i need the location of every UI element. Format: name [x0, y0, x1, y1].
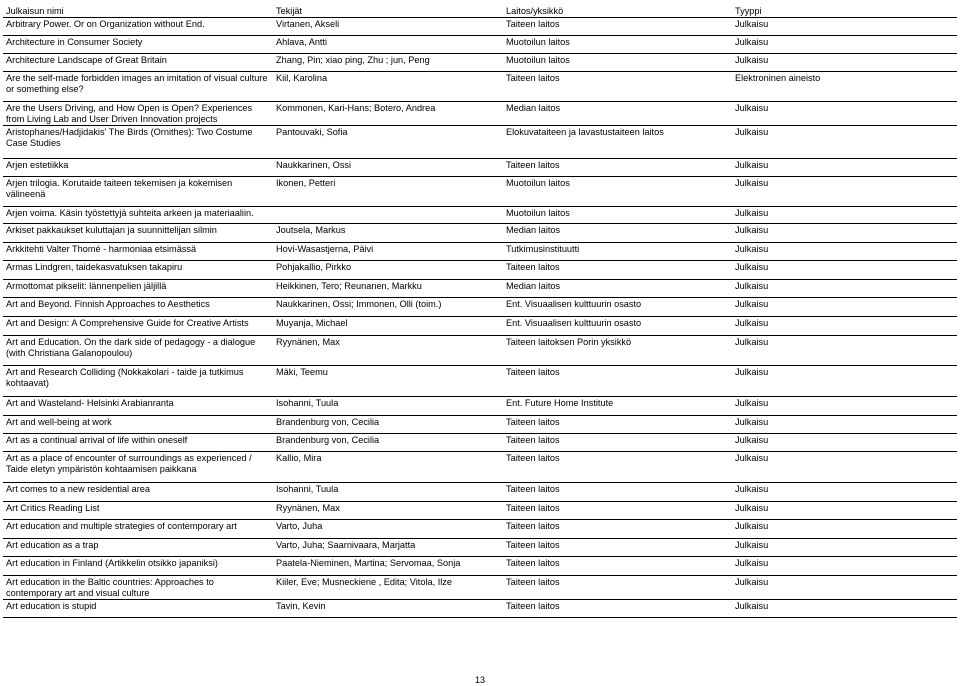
cell-title: Arkkitehti Valter Thomé - harmoniaa etsimässä: [3, 243, 273, 261]
cell-department: Taiteen laitos: [503, 261, 732, 280]
cell-department: Taiteen laitos: [503, 539, 732, 557]
cell-authors: Varto, Juha; Saarnivaara, Marjatta: [273, 539, 503, 557]
cell-department: Taiteen laitos: [503, 502, 732, 520]
cell-type: Julkaisu: [732, 177, 957, 207]
cell-title: Art comes to a new residential area: [3, 483, 273, 502]
cell-type: Julkaisu: [732, 520, 957, 539]
cell-type: Julkaisu: [732, 126, 957, 159]
table-row: [3, 483, 957, 502]
cell-title: Armas Lindgren, taidekasvatuksen takapiru: [3, 261, 273, 280]
cell-type: Julkaisu: [732, 317, 957, 336]
table-row: [3, 397, 957, 416]
cell-type: Julkaisu: [732, 54, 957, 72]
table-row: [3, 557, 957, 576]
header-type: Tyyppi: [732, 5, 957, 18]
table-row: [3, 54, 957, 72]
cell-department: Tutkimusinstituutti: [503, 243, 732, 261]
cell-authors: Paatela-Nieminen, Martina; Servomaa, Sonja: [273, 557, 503, 576]
cell-department: Taiteen laitos: [503, 520, 732, 539]
table-row: [3, 336, 957, 366]
cell-title: Aristophanes/Hadjidakis' The Birds (Ornithes): Two Costume Case Studies: [3, 126, 273, 159]
cell-title: Art and Design: A Comprehensive Guide for Creative Artists: [3, 317, 273, 336]
cell-department: Median laitos: [503, 280, 732, 298]
table-row: [3, 600, 957, 618]
table-row: [3, 102, 957, 126]
table-row: [3, 159, 957, 177]
table-row: [3, 243, 957, 261]
cell-department: Ent. Visuaalisen kulttuurin osasto: [503, 298, 732, 317]
cell-authors: Tavin, Kevin: [273, 600, 503, 618]
cell-type: Julkaisu: [732, 298, 957, 317]
cell-authors: Virtanen, Akseli: [273, 18, 503, 36]
cell-title: Art education and multiple strategies of contemporary art: [3, 520, 273, 539]
cell-type: Julkaisu: [732, 600, 957, 618]
cell-department: Taiteen laitos: [503, 557, 732, 576]
table-row: [3, 298, 957, 317]
cell-title: Art education as a trap: [3, 539, 273, 557]
cell-title: Armottomat pikselit: lännenpelien jäljillä: [3, 280, 273, 298]
cell-title: Architecture Landscape of Great Britain: [3, 54, 273, 72]
cell-title: Are the Users Driving, and How Open is Open? Experiences from Living Lab and User Driven Innovation projects: [3, 102, 273, 126]
table-row: [3, 576, 957, 600]
table-row: [3, 416, 957, 434]
header-authors: Tekijät: [273, 5, 503, 18]
cell-title: Architecture in Consumer Society: [3, 36, 273, 54]
header-department: Laitos/yksikkö: [503, 5, 732, 18]
cell-department: Elokuvataiteen ja lavastustaiteen laitos: [503, 126, 732, 159]
cell-title: Art education in Finland (Artikkelin otsikko japaniksi): [3, 557, 273, 576]
cell-department: Ent. Future Home Institute: [503, 397, 732, 416]
cell-type: Julkaisu: [732, 397, 957, 416]
cell-title: Art and Education. On the dark side of pedagogy - a dialogue (with Christiana Galanopoulou): [3, 336, 273, 366]
cell-department: Taiteen laitos: [503, 576, 732, 600]
table-row: [3, 126, 957, 159]
cell-title: Art as a continual arrival of life within oneself: [3, 434, 273, 452]
cell-authors: Kiiler, Eve; Musneckiene , Edita; Vitola, Ilze: [273, 576, 503, 600]
table-row: [3, 366, 957, 397]
cell-type: Julkaisu: [732, 224, 957, 243]
cell-authors: Muyanja, Michael: [273, 317, 503, 336]
cell-type: Julkaisu: [732, 416, 957, 434]
cell-authors: Ryynänen, Max: [273, 502, 503, 520]
table-row: [3, 280, 957, 298]
cell-department: Muotoilun laitos: [503, 54, 732, 72]
cell-title: Arkiset pakkaukset kuluttajan ja suunnittelijan silmin: [3, 224, 273, 243]
cell-department: Median laitos: [503, 102, 732, 126]
cell-authors: Naukkarinen, Ossi; Immonen, Olli (toim.): [273, 298, 503, 317]
table-row: [3, 207, 957, 224]
table-row: [3, 36, 957, 54]
cell-type: Julkaisu: [732, 159, 957, 177]
table-row: [3, 434, 957, 452]
cell-authors: Pantouvaki, Sofia: [273, 126, 503, 159]
cell-authors: Kiil, Karolina: [273, 72, 503, 102]
cell-authors: Ikonen, Petteri: [273, 177, 503, 207]
table-body: [3, 18, 957, 618]
cell-title: Arjen trilogia. Korutaide taiteen tekemisen ja kokemisen välineenä: [3, 177, 273, 207]
cell-title: Are the self-made forbidden images an imitation of visual culture or something else?: [3, 72, 273, 102]
cell-department: Muotoilun laitos: [503, 207, 732, 224]
cell-department: Taiteen laitos: [503, 366, 732, 397]
cell-department: Taiteen laitos: [503, 72, 732, 102]
cell-type: Julkaisu: [732, 261, 957, 280]
cell-title: Art and Wasteland- Helsinki Arabianranta: [3, 397, 273, 416]
cell-type: Julkaisu: [732, 207, 957, 224]
cell-authors: Hovi-Wasastjerna, Päivi: [273, 243, 503, 261]
cell-department: Median laitos: [503, 224, 732, 243]
cell-authors: Varto, Juha: [273, 520, 503, 539]
cell-department: Taiteen laitos: [503, 434, 732, 452]
table-header-row: [3, 5, 957, 18]
cell-authors: Heikkinen, Tero; Reunanen, Markku: [273, 280, 503, 298]
table-row: [3, 72, 957, 102]
cell-title: Art and well-being at work: [3, 416, 273, 434]
cell-title: Art and Research Colliding (Nokkakolari - taide ja tutkimus kohtaavat): [3, 366, 273, 397]
cell-title: Art and Beyond. Finnish Approaches to Aesthetics: [3, 298, 273, 317]
cell-type: Julkaisu: [732, 452, 957, 483]
cell-department: Muotoilun laitos: [503, 36, 732, 54]
cell-title: Art education is stupid: [3, 600, 273, 618]
publications-table: [3, 5, 957, 618]
table-row: [3, 224, 957, 243]
cell-type: Elektroninen aineisto: [732, 72, 957, 102]
cell-authors: Joutsela, Markus: [273, 224, 503, 243]
cell-department: Taiteen laitos: [503, 452, 732, 483]
cell-title: Arbitrary Power. Or on Organization without End.: [3, 18, 273, 36]
cell-title: Art Critics Reading List: [3, 502, 273, 520]
header-title: Julkaisun nimi: [3, 5, 273, 18]
cell-type: Julkaisu: [732, 243, 957, 261]
cell-department: Taiteen laitos: [503, 159, 732, 177]
cell-authors: Isohanni, Tuula: [273, 397, 503, 416]
cell-type: Julkaisu: [732, 280, 957, 298]
cell-type: Julkaisu: [732, 576, 957, 600]
page-number: 13: [474, 675, 485, 685]
cell-department: Taiteen laitos: [503, 18, 732, 36]
cell-type: Julkaisu: [732, 336, 957, 366]
cell-title: Arjen voima. Käsin työstettyjä suhteita arkeen ja materiaaliin.: [3, 207, 273, 224]
cell-type: Julkaisu: [732, 434, 957, 452]
cell-type: Julkaisu: [732, 502, 957, 520]
cell-authors: Brandenburg von, Cecilia: [273, 416, 503, 434]
cell-authors: Ryynänen, Max: [273, 336, 503, 366]
cell-authors: Pohjakallio, Pirkko: [273, 261, 503, 280]
cell-authors: Kallio, Mira: [273, 452, 503, 483]
cell-authors: Zhang, Pin; xiao ping, Zhu ; jun, Peng: [273, 54, 503, 72]
table-row: [3, 520, 957, 539]
cell-type: Julkaisu: [732, 557, 957, 576]
cell-title: Arjen estetiikka: [3, 159, 273, 177]
cell-authors: Kommonen, Kari-Hans; Botero, Andrea: [273, 102, 503, 126]
table-row: [3, 539, 957, 557]
table-row: [3, 177, 957, 207]
cell-authors: Isohanni, Tuula: [273, 483, 503, 502]
cell-authors: Brandenburg von, Cecilia: [273, 434, 503, 452]
cell-type: Julkaisu: [732, 102, 957, 126]
cell-authors: [273, 207, 503, 224]
cell-department: Muotoilun laitos: [503, 177, 732, 207]
cell-authors: Naukkarinen, Ossi: [273, 159, 503, 177]
cell-department: Ent. Visuaalisen kulttuurin osasto: [503, 317, 732, 336]
table-row: [3, 317, 957, 336]
table-row: [3, 502, 957, 520]
cell-department: Taiteen laitos: [503, 416, 732, 434]
cell-department: Taiteen laitos: [503, 483, 732, 502]
cell-title: Art education in the Baltic countries: Approaches to contemporary art and visual culture: [3, 576, 273, 600]
table-row: [3, 18, 957, 36]
cell-authors: Ahlava, Antti: [273, 36, 503, 54]
document-page: [3, 5, 957, 618]
cell-department: Taiteen laitoksen Porin yksikkö: [503, 336, 732, 366]
cell-department: Taiteen laitos: [503, 600, 732, 618]
cell-title: Art as a place of encounter of surroundings as experienced / Taide eletyn ympäristön kohtaamisen paikkana: [3, 452, 273, 483]
cell-type: Julkaisu: [732, 36, 957, 54]
cell-type: Julkaisu: [732, 366, 957, 397]
cell-type: Julkaisu: [732, 483, 957, 502]
table-row: [3, 261, 957, 280]
table-row: [3, 452, 957, 483]
cell-type: Julkaisu: [732, 539, 957, 557]
cell-type: Julkaisu: [732, 18, 957, 36]
cell-authors: Mäki, Teemu: [273, 366, 503, 397]
